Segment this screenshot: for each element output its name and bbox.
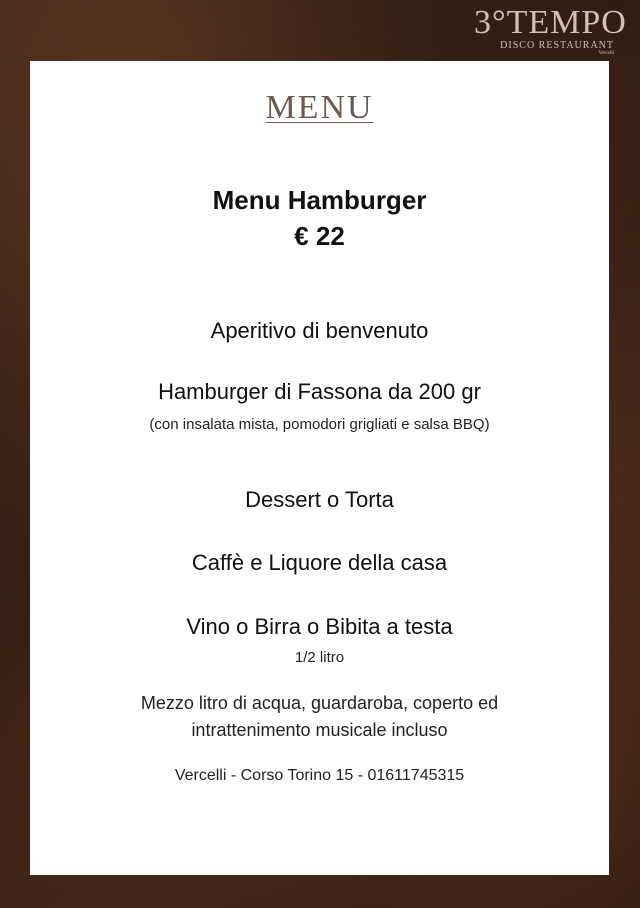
menu-item-hamburger-note: (con insalata mista, pomodori grigliati e salsa BBQ)	[149, 416, 490, 433]
logo-subtitle: DISCO RESTAURANT	[500, 40, 614, 51]
menu-price: € 22	[294, 221, 345, 251]
menu-item-drinks-note: 1/2 litro	[294, 649, 345, 666]
included-line-2: intrattenimento musicale incluso	[191, 720, 448, 740]
restaurant-logo	[474, 4, 627, 58]
logo-city: Vercelli	[598, 51, 614, 56]
menu-item-aperitivo: Aperitivo di benvenuto	[210, 318, 429, 343]
logo-mark: 3°TEMPO	[474, 4, 627, 41]
menu-item-dessert: Dessert o Torta	[245, 487, 394, 512]
address-line: Vercelli - Corso Torino 15 - 01611745315	[174, 767, 465, 784]
included-line-1: Mezzo litro di acqua, guardaroba, coperto ed	[140, 693, 499, 713]
menu-item-drinks: Vino o Birra o Bibita a testa	[186, 614, 453, 639]
menu-item-caffe: Caffè e Liquore della casa	[191, 550, 448, 575]
menu-name: Menu Hamburger	[212, 185, 427, 215]
menu-item-hamburger: Hamburger di Fassona da 200 gr	[158, 379, 481, 404]
menu-card	[30, 61, 609, 875]
menu-title: MENU	[265, 89, 374, 126]
